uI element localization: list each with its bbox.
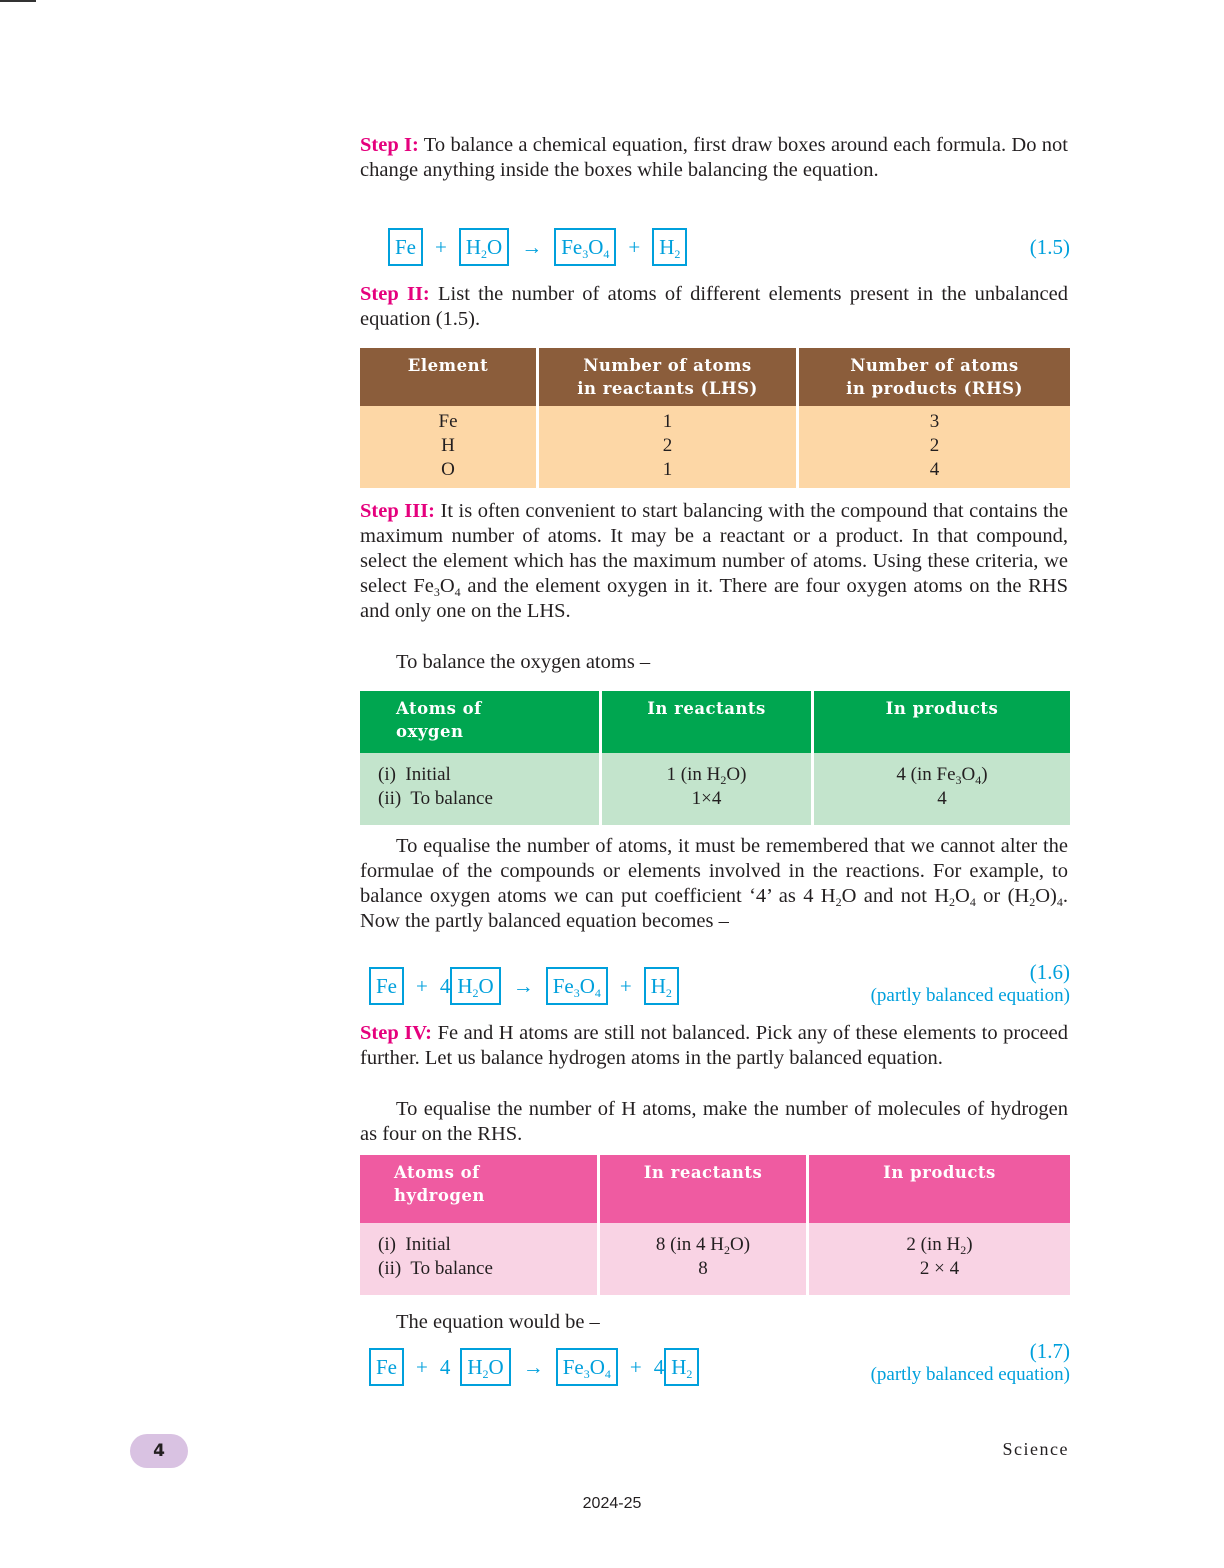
step-label: Step I: (360, 134, 419, 156)
equation-intro: The equation would be – (396, 1311, 600, 1333)
text-run: 8 (698, 1258, 708, 1279)
plus-sign: + (416, 973, 428, 998)
header-reactants: In reactants (601, 691, 813, 753)
plus-sign: + (629, 1354, 642, 1379)
formula-box-fe3o4 (546, 967, 608, 1005)
formula-box-fe3o4 (556, 1348, 618, 1386)
subscript: 2 (481, 247, 488, 261)
step-label: Step III: (360, 500, 436, 522)
text-run: Fe and H atoms are still not balanced. Pick any of these elements to proceed further. Let us balance hydrogen atoms in the partly balanced equation. (360, 1022, 1068, 1069)
equation-number: (1.5) (1029, 235, 1070, 259)
header-atoms-hydrogen: Atoms of hydrogen (360, 1155, 599, 1223)
subscript: 2 (835, 895, 842, 909)
reactant-balance (608, 1257, 798, 1281)
text-run: ) (966, 1234, 973, 1255)
text-run: O) (730, 1234, 751, 1255)
text-run: O (579, 974, 595, 998)
subscript: 2 (960, 1243, 967, 1257)
row-label: (ii) To balance (378, 1258, 493, 1279)
subscript: 4 (975, 773, 982, 787)
text-run: 1 (in H (666, 764, 721, 785)
formula-box-h2 (664, 1348, 699, 1386)
subscript: 3 (433, 585, 440, 599)
oxygen-table (360, 691, 1070, 825)
subscript: 2 (724, 1243, 730, 1257)
hydrogen-intro: To equalise the number of H atoms, make the number of molecules of hydrogen as four on the RHS. (360, 1098, 1068, 1145)
equation-1-6 (360, 960, 1070, 1008)
product-balance (817, 1257, 1062, 1281)
subscript: 2 (665, 986, 672, 1000)
subject-label: Science (1002, 1439, 1069, 1459)
step-3-paragraph (360, 499, 1068, 624)
equation-1-5 (360, 227, 1070, 269)
row-label: (i) Initial (378, 1234, 451, 1255)
subscript: 2 (949, 895, 956, 909)
coefficient: 4 (439, 973, 451, 998)
header-atoms-oxygen: Atoms of oxygen (360, 691, 601, 753)
text-run: To balance a chemical equation, first draw boxes around each formula. Do not change anything inside the boxes while balancing the equation. (360, 134, 1068, 181)
text-run: List the number of atoms of different elements present in the unbalanced equation (1.5). (360, 283, 1068, 330)
step-2-paragraph (360, 282, 1068, 332)
text-run: H (457, 974, 473, 998)
step-text (360, 283, 1068, 330)
equation-number: (1.6) (1029, 960, 1070, 984)
text-run: ) (981, 764, 988, 785)
equalise-paragraph (360, 834, 1068, 934)
text-run: Fe (561, 235, 583, 259)
formula-box-h2 (652, 228, 687, 266)
text-run: . Now the partly balanced equation becomes – (360, 885, 1068, 932)
formula-box-h2o (459, 228, 509, 266)
subscript: 4 (454, 585, 461, 599)
step-text (360, 1022, 1068, 1069)
text-run: Fe (552, 974, 574, 998)
text-run: and the element oxygen in it. There are four oxygen atoms on the RHS and only one on the LHS. (360, 575, 1068, 622)
header-products: Number of atoms in products (RHS) (798, 348, 1071, 406)
product-balance (822, 787, 1062, 811)
equation-note: (partly balanced equation) (870, 1364, 1070, 1385)
text-run: 4 (in Fe (896, 764, 956, 785)
text-run: 4 (937, 788, 947, 809)
header-reactants: In reactants (599, 1155, 808, 1223)
subscript: 4 (604, 1367, 611, 1381)
step-1-paragraph (360, 133, 1068, 183)
text-run: 2 × 4 (919, 1258, 960, 1279)
reactant-initial (608, 1233, 798, 1257)
oxygen-intro: To balance the oxygen atoms – (396, 651, 651, 673)
subscript: 2 (720, 773, 727, 787)
text-run: O (439, 575, 455, 597)
equation-number: (1.7) (1029, 1339, 1070, 1363)
coefficient: 4 (653, 1354, 665, 1379)
subscript: 3 (583, 1367, 590, 1381)
step-label: Step IV: (360, 1022, 433, 1044)
header-element: Element (360, 348, 538, 406)
formula-box-fe (388, 228, 423, 266)
text-run: or (H (975, 885, 1030, 907)
step-label: Step II: (360, 283, 430, 305)
text-run: Fe (376, 974, 397, 998)
text-run: 1×4 (691, 788, 722, 809)
plus-sign: + (619, 973, 632, 998)
product-initial (817, 1233, 1062, 1257)
formula-box-h2o (450, 967, 500, 1005)
text-run: H (650, 974, 666, 998)
product-initial (822, 763, 1062, 787)
arrow-icon: → (512, 973, 534, 998)
text-run: Fe (395, 235, 416, 259)
reactant-initial (610, 763, 803, 787)
text-run: O (961, 764, 976, 785)
equation-note: (partly balanced equation) (870, 985, 1070, 1006)
header-products: In products (808, 1155, 1071, 1223)
text-run: H (467, 1355, 483, 1379)
subscript: 2 (674, 247, 681, 261)
formula-box-fe3o4 (554, 228, 616, 266)
formula-box-h2o (460, 1348, 510, 1386)
subscript: 4 (969, 895, 976, 909)
subscript: 3 (955, 773, 962, 787)
text-run: O (478, 974, 494, 998)
page-number: 4 (130, 1434, 188, 1468)
text-run: O) (1035, 885, 1057, 907)
reactant-balance (610, 787, 803, 811)
header-reactants: Number of atoms in reactants (LHS) (538, 348, 798, 406)
plus-sign: + (435, 234, 447, 259)
plus-sign: + (416, 1354, 428, 1379)
subscript: 2 (686, 1367, 693, 1381)
text-run: It is often convenient to start balancing with the compound that contains the maximum number of atoms. It may be a reactant or a product. In that compound, select the element which has the maximum number of atoms. Using these criteria, we select Fe (360, 500, 1068, 597)
row-label: (i) Initial (378, 764, 451, 785)
text-run: O (487, 235, 503, 259)
subscript: 3 (582, 247, 589, 261)
row-label: (ii) To balance (378, 788, 493, 809)
subscript: 3 (573, 986, 580, 1000)
text-run: Fe (562, 1355, 584, 1379)
text-run: 8 (in 4 H (655, 1234, 724, 1255)
text-run: 2 (in H (906, 1234, 961, 1255)
text-run: O (488, 1355, 504, 1379)
element-atoms-table (360, 348, 1070, 488)
text-run: To equalise the number of atoms, it must be remembered that we cannot alter the formulae of the compounds or elements involved in the reactions. For example, to balance oxygen atoms we can put coefficient ‘4’ as 4 H (360, 835, 1068, 907)
subscript: 4 (594, 986, 601, 1000)
element-cells: Fe H O (360, 406, 538, 488)
text-run: O and not H (841, 885, 950, 907)
text-run: H (671, 1355, 687, 1379)
text-run: H (659, 235, 675, 259)
arrow-icon: → (521, 234, 543, 259)
reactant-cells: 1 2 1 (538, 406, 798, 488)
year-label: 2024-25 (582, 1495, 642, 1512)
hydrogen-table (360, 1155, 1070, 1295)
subscript: 4 (603, 247, 610, 261)
plus-sign: + (628, 234, 641, 259)
step-text (360, 500, 1068, 622)
step-4-paragraph (360, 1021, 1068, 1071)
coefficient: 4 (439, 1354, 451, 1379)
equation-1-7 (360, 1339, 1070, 1389)
text-run: O (589, 1355, 605, 1379)
header-products: In products (813, 691, 1071, 753)
step-text (360, 134, 1068, 181)
text-run: O (955, 885, 970, 907)
subscript: 4 (1056, 895, 1063, 909)
text-run: H (465, 235, 482, 259)
formula-box-fe (369, 967, 404, 1005)
corner-mark (0, 0, 36, 2)
subscript: 2 (472, 986, 479, 1000)
product-cells: 3 2 4 (798, 406, 1071, 488)
formula-box-h2 (644, 967, 679, 1005)
text-run: Fe (376, 1355, 397, 1379)
subscript: 2 (482, 1367, 489, 1381)
subscript: 2 (1029, 895, 1036, 909)
arrow-icon: → (522, 1354, 544, 1379)
formula-box-fe (369, 1348, 404, 1386)
text-run: O (588, 235, 604, 259)
text-run: O) (726, 764, 747, 785)
